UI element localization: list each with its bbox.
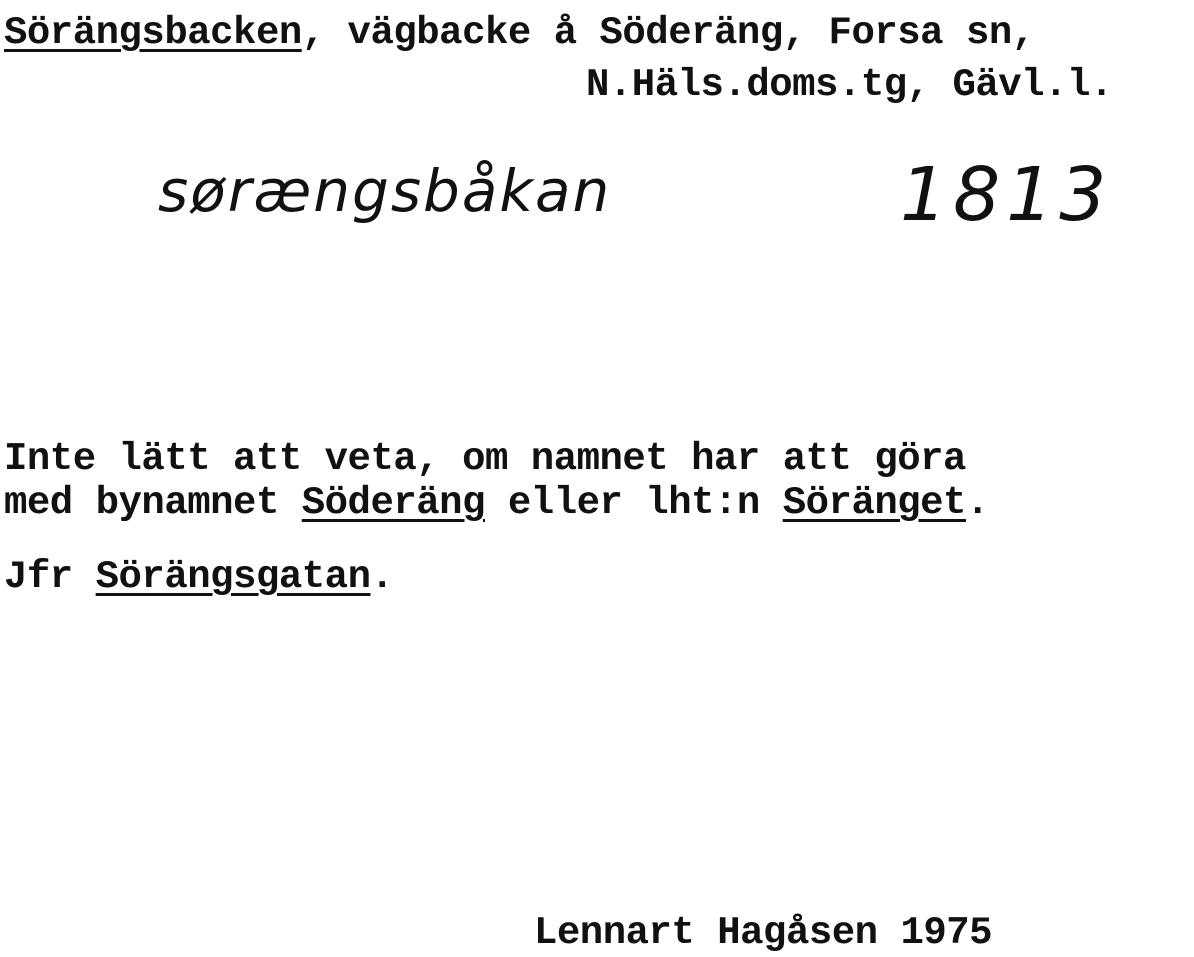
body-line-1: Inte lätt att veta, om namnet har att göra — [4, 437, 966, 481]
body-line-2 — [4, 481, 989, 525]
jfr-suffix: . — [370, 555, 394, 599]
header-line-2: N.Häls.doms.tg, Gävl.l. — [586, 63, 1113, 107]
jfr-line — [4, 555, 394, 599]
link-sorangsgatan: Sörängsgatan — [95, 555, 371, 599]
jfr-prefix: Jfr — [4, 555, 96, 599]
link-soderang: Söderäng — [301, 481, 485, 525]
headword: Sörängsbacken — [4, 11, 302, 55]
body-line-2-a: med bynamnet — [4, 481, 302, 525]
signature — [534, 911, 993, 955]
header-line-1-rest: , vägbacke å Söderäng, Forsa sn, — [301, 11, 1035, 55]
handwritten-pronunciation: sørængsbåkan — [158, 157, 612, 225]
link-soranget: Söränget — [782, 481, 966, 525]
header-line-1 — [4, 11, 1035, 55]
signature-year: 1975 — [900, 911, 993, 955]
handwritten-year: 1813 — [900, 152, 1113, 238]
body-line-2-b: eller lht:n — [484, 481, 783, 525]
signature-name: Lennart Hagåsen — [534, 911, 878, 955]
body-line-2-c: . — [965, 481, 989, 525]
